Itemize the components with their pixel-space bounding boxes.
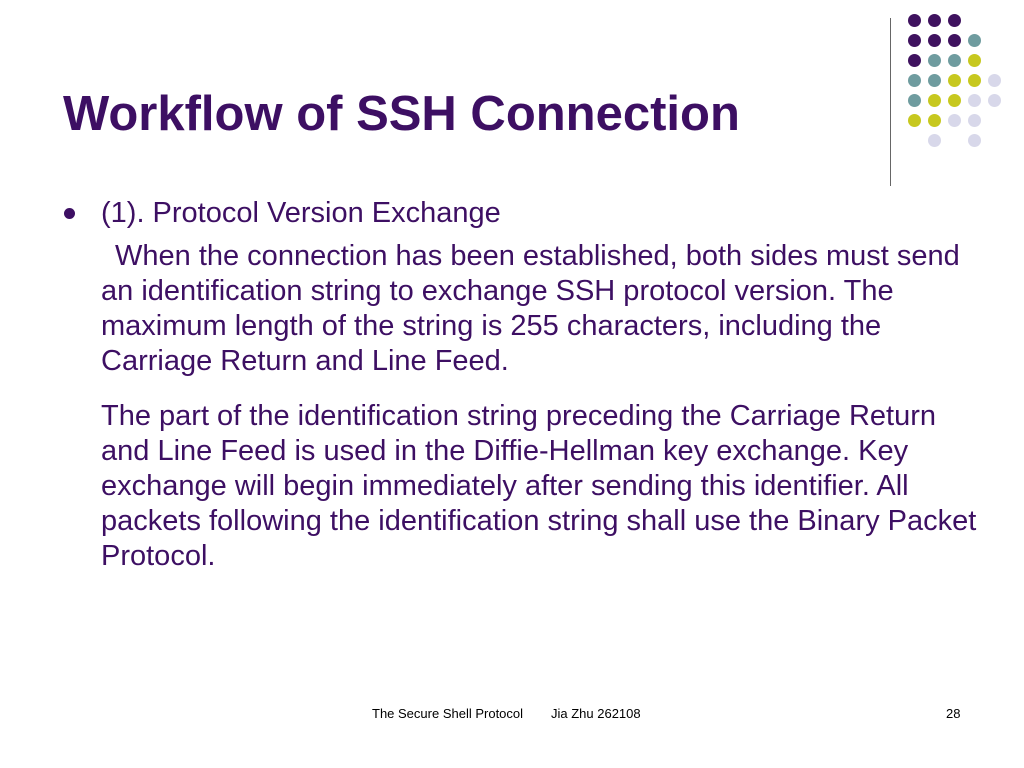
decorative-dot-grid xyxy=(908,14,1008,164)
decorative-dot xyxy=(968,54,981,67)
page-number: 28 xyxy=(946,706,961,721)
bullet-dot-icon xyxy=(64,208,75,219)
decorative-dot xyxy=(948,34,961,47)
decorative-dot xyxy=(948,74,961,87)
vertical-divider xyxy=(890,18,891,186)
decorative-dot xyxy=(948,114,961,127)
decorative-dot xyxy=(948,14,961,27)
decorative-dot xyxy=(928,74,941,87)
bullet-item xyxy=(60,196,970,231)
decorative-dot xyxy=(968,114,981,127)
decorative-dot xyxy=(968,134,981,147)
decorative-dot xyxy=(928,114,941,127)
decorative-dot xyxy=(988,74,1001,87)
paragraph-connection-established: When the connection has been established, both sides must send an identification string to exchange SSH protocol version. The maximum length of the string is 255 characters, including the Carriage Return and Line Feed. xyxy=(101,240,960,377)
decorative-dot xyxy=(928,14,941,27)
footer-author: Jia Zhu 262108 xyxy=(551,706,641,721)
decorative-dot xyxy=(948,94,961,107)
decorative-dot xyxy=(908,94,921,107)
bullet-text: (1). Protocol Version Exchange xyxy=(101,197,501,229)
slide-title: Workflow of SSH Connection xyxy=(63,87,740,141)
paragraph-identification-string: The part of the identification string preceding the Carriage Return and Line Feed is used in the Diffie-Hellman key exchange. Key exchange will begin immediately after sending this identifier. All packets following the identification string shall use the Binary Packet Protocol. xyxy=(101,400,977,572)
decorative-dot xyxy=(948,54,961,67)
decorative-dot xyxy=(928,54,941,67)
decorative-dot xyxy=(968,94,981,107)
slide-content xyxy=(60,196,977,574)
decorative-dot xyxy=(928,34,941,47)
decorative-dot xyxy=(988,94,1001,107)
decorative-dot xyxy=(968,74,981,87)
decorative-dot xyxy=(968,34,981,47)
decorative-dot xyxy=(928,94,941,107)
decorative-dot xyxy=(928,134,941,147)
decorative-dot xyxy=(908,114,921,127)
decorative-dot xyxy=(908,34,921,47)
decorative-dot xyxy=(908,74,921,87)
footer-presentation-title: The Secure Shell Protocol xyxy=(372,706,524,721)
decorative-dot xyxy=(908,14,921,27)
decorative-dot xyxy=(908,54,921,67)
